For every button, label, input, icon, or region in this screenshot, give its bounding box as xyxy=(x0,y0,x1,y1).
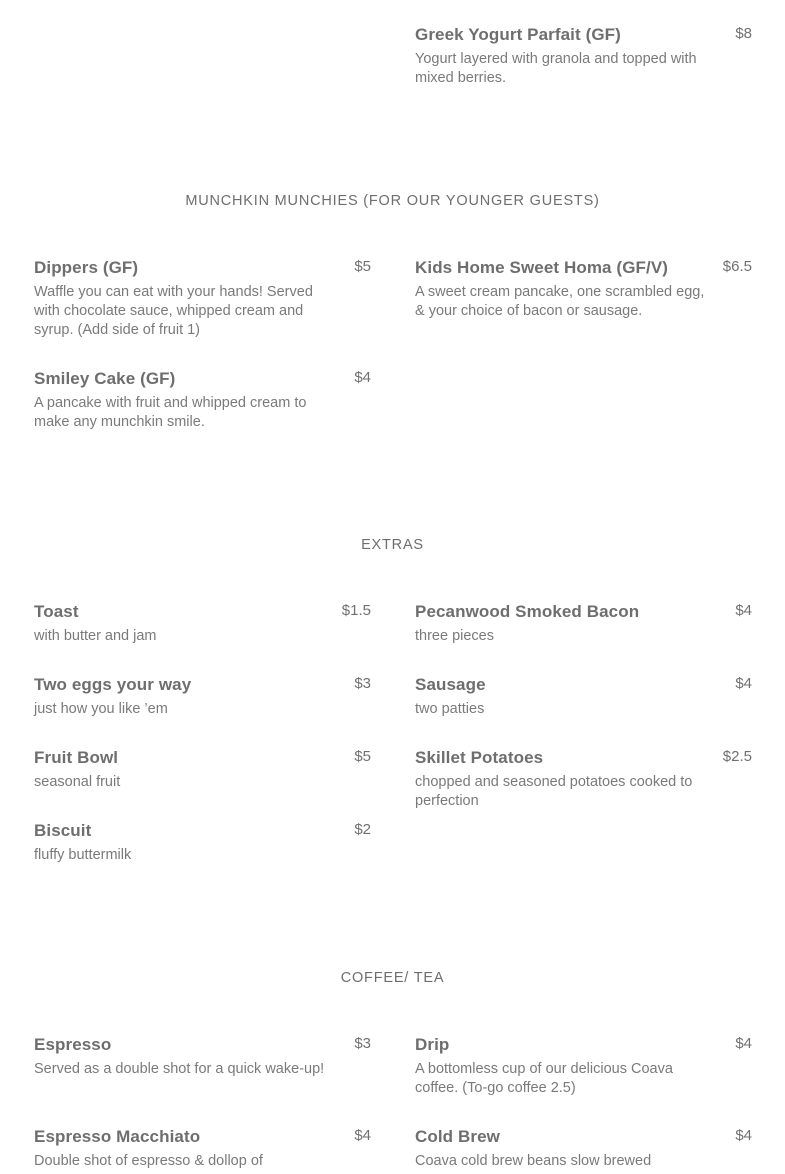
item-name: Fruit Bowl xyxy=(34,748,119,767)
item-name: Drip xyxy=(415,1035,450,1054)
item-price: $6.5 xyxy=(722,258,752,275)
item-name: Cold Brew xyxy=(415,1127,500,1146)
item-description: Yogurt layered with granola and topped with mixed berries. xyxy=(415,51,697,86)
item-price: $3 xyxy=(354,1035,371,1052)
item-description: chopped and seasoned potatoes cooked to perfection xyxy=(415,774,693,809)
item-name: Biscuit xyxy=(34,821,92,840)
item-description: three pieces xyxy=(415,628,494,644)
item-name: Espresso xyxy=(34,1035,112,1054)
item-description: Coava cold brew beans slow brewed xyxy=(415,1153,652,1169)
item-name: Toast xyxy=(34,602,79,621)
item-description: with butter and jam xyxy=(34,628,157,644)
item-name: Smiley Cake (GF) xyxy=(34,369,176,388)
item-price: $4 xyxy=(354,369,371,386)
item-price: $4 xyxy=(735,602,752,619)
item-name: Two eggs your way xyxy=(34,675,192,694)
item-price: $2 xyxy=(354,821,371,838)
section-title-extras: EXTRAS xyxy=(361,537,424,553)
item-description: fluffy buttermilk xyxy=(34,847,132,863)
item-price: $4 xyxy=(354,1127,371,1144)
item-name: Dippers (GF) xyxy=(34,258,139,277)
item-price: $5 xyxy=(354,748,371,765)
item-description: A sweet cream pancake, one scrambled egg, & your choice of bacon or sausage. xyxy=(415,284,705,319)
item-description: seasonal fruit xyxy=(34,774,121,790)
item-description: Served as a double shot for a quick wake-up! xyxy=(34,1061,325,1077)
item-name: Sausage xyxy=(415,675,486,694)
section-title-coffee-tea: COFFEE/ TEA xyxy=(340,970,445,986)
item-name: Greek Yogurt Parfait (GF) xyxy=(415,25,621,44)
item-description: Waffle you can eat with your hands! Served with chocolate sauce, whipped cream and syrup. (Add side of fruit 1) xyxy=(34,284,313,338)
item-price: $5 xyxy=(354,258,371,275)
item-price: $8 xyxy=(735,25,752,42)
item-name: Kids Home Sweet Homa (GF/V) xyxy=(415,258,669,277)
item-description: A pancake with fruit and whipped cream to make any munchkin smile. xyxy=(34,395,307,430)
item-description: A bottomless cup of our delicious Coava coffee. (To-go coffee 2.5) xyxy=(415,1061,673,1096)
item-description: two patties xyxy=(415,701,485,717)
item-price: $3 xyxy=(354,675,371,692)
item-price: $2.5 xyxy=(722,748,752,765)
section-title-munchkin-munchies: MUNCHKIN MUNCHIES (FOR OUR YOUNGER GUESTS) xyxy=(185,193,600,209)
item-price: $4 xyxy=(735,675,752,692)
item-price: $4 xyxy=(735,1127,752,1144)
item-name: Espresso Macchiato xyxy=(34,1127,201,1146)
item-price: $1.5 xyxy=(341,602,371,619)
item-price: $4 xyxy=(735,1035,752,1052)
item-name: Skillet Potatoes xyxy=(415,748,544,767)
item-description: Double shot of espresso & dollop of xyxy=(34,1153,263,1169)
item-name: Pecanwood Smoked Bacon xyxy=(415,602,640,621)
item-description: just how you like ’em xyxy=(34,701,168,717)
